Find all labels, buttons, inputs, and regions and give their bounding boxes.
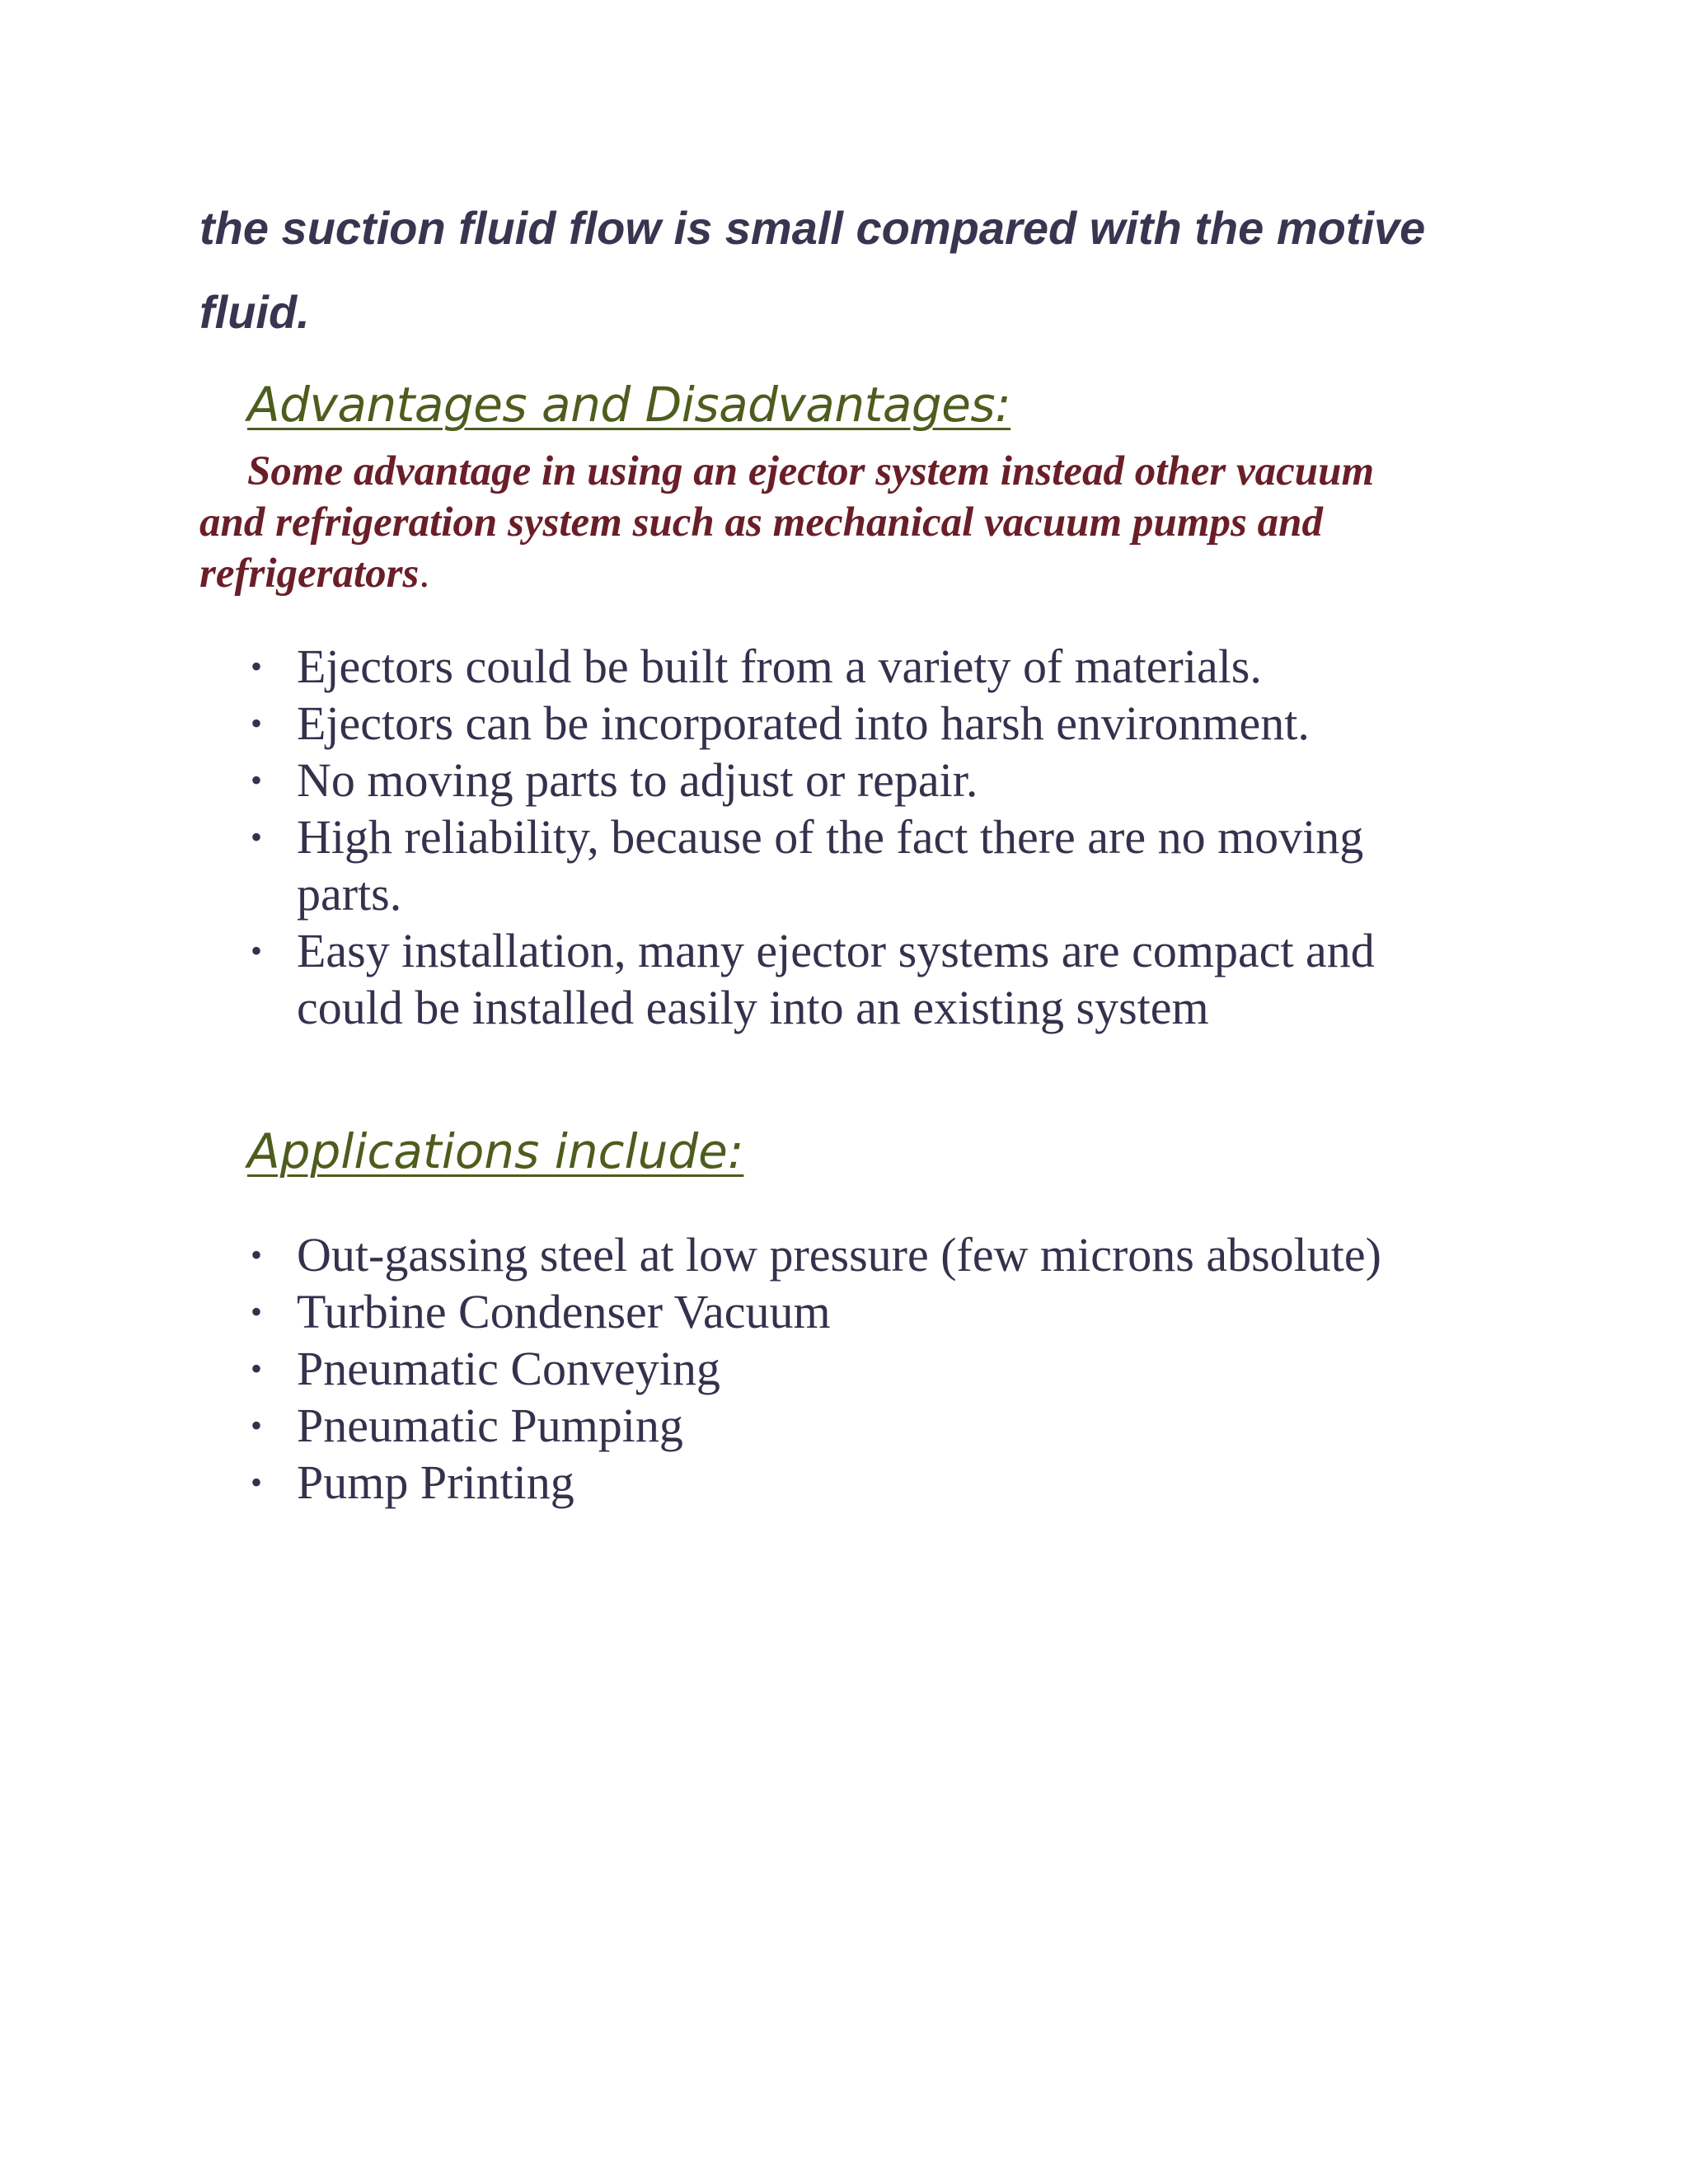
list-item-text: Ejectors could be built from a variety of materials. [297, 640, 1262, 693]
bullet-icon: • [251, 1236, 263, 1273]
intro-paragraph: the suction fluid flow is small compared with the motive fluid. [199, 202, 1426, 338]
list-item-text: Easy installation, many ejector systems are compact and could be installed easily into an existing system [297, 924, 1375, 1034]
list-item-text: Out-gassing steel at low pressure (few microns absolute) [297, 1228, 1381, 1282]
list-item-text: High reliability, because of the fact there are no moving parts. [297, 810, 1364, 921]
list-item [0, 922, 1451, 1036]
list-item-text: No moving parts to adjust or repair. [297, 753, 978, 807]
bullet-icon: • [251, 818, 263, 855]
bullet-icon: • [251, 705, 263, 742]
list-item-text: Turbine Condenser Vacuum [297, 1285, 831, 1338]
list-item-text: Ejectors can be incorporated into harsh environment. [297, 696, 1310, 750]
list-item [0, 1397, 1451, 1454]
bullet-icon: • [251, 1293, 263, 1330]
list-item [0, 1340, 1451, 1397]
bullet-icon: • [251, 1407, 263, 1444]
list-item-text: Pneumatic Conveying [297, 1342, 720, 1395]
advantages-intro-paragraph [199, 446, 1436, 599]
advantages-heading: Advantages and Disadvantages: [247, 377, 1011, 433]
advantages-list [0, 638, 1451, 1036]
bullet-icon: • [251, 762, 263, 799]
list-item [0, 752, 1451, 808]
bullet-icon: • [251, 932, 263, 969]
bullet-icon: • [251, 648, 263, 685]
advantages-intro-period: . [419, 551, 430, 597]
bullet-icon: • [251, 1464, 263, 1501]
bullet-icon: • [251, 1350, 263, 1387]
list-item [0, 638, 1451, 695]
list-item-text: Pneumatic Pumping [297, 1399, 683, 1452]
list-item [0, 1226, 1451, 1283]
list-item [0, 695, 1451, 752]
advantages-intro-text: Some advantage in using an ejector system instead other vacuum and refrigeration system such as mechanical vacuum pumps and refrigerators [199, 448, 1375, 597]
applications-heading: Applications include: [247, 1123, 744, 1179]
list-item [0, 1283, 1451, 1340]
list-item [0, 1454, 1451, 1511]
list-item [0, 808, 1451, 922]
applications-list [0, 1226, 1451, 1511]
list-item-text: Pump Printing [297, 1455, 574, 1509]
